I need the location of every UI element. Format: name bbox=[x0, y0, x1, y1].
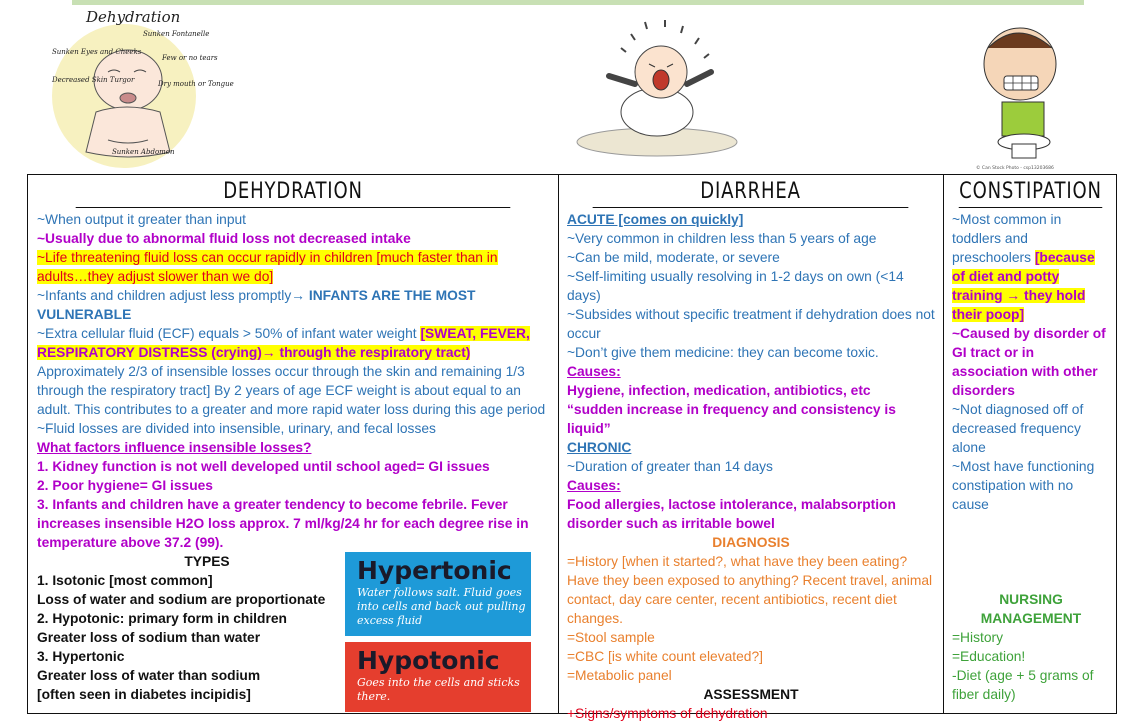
types-title: TYPES bbox=[184, 554, 230, 569]
dehydration-column bbox=[28, 175, 559, 713]
illus-label: Dry mouth or Tongue bbox=[158, 80, 234, 88]
text-span: ~Infants and children adjust less promptly bbox=[37, 288, 292, 303]
type-item: Greater loss of water than sodium bbox=[37, 668, 261, 683]
top-accent-bar bbox=[72, 0, 1084, 5]
acute-heading: ACUTE [comes on quickly] bbox=[567, 212, 744, 227]
type-item: Loss of water and sodium are proportionate bbox=[37, 592, 326, 607]
diarrhea-text: ~Subsides without specific treatment if dehydration does not occur bbox=[567, 307, 935, 341]
dehydration-text bbox=[37, 324, 550, 419]
hypotonic-card bbox=[345, 642, 531, 712]
constipation-illustration bbox=[968, 18, 1083, 172]
diarrhea-quote: “sudden increase in frequency and consistency is liquid” bbox=[567, 402, 896, 436]
spacer bbox=[952, 514, 1110, 590]
factor-item: 1. Kidney function is not well developed until school aged= GI issues bbox=[37, 459, 490, 474]
dehydration-text: ~Fluid losses are divided into insensible, urinary, and fecal losses bbox=[37, 421, 436, 436]
factor-item: 2. Poor hygiene= GI issues bbox=[37, 478, 213, 493]
dehydration-illustration bbox=[48, 2, 234, 168]
text-span: Approximately 2/3 of insensible losses occur through the skin and remaining 1/3 through the respiratory tract] By 2 years of age ECF weight is about equal to an adult. This contributes to a greater and more rapid water loss during this age period bbox=[37, 364, 546, 417]
illus-label: Few or no tears bbox=[162, 54, 218, 62]
illus-label: Decreased Skin Turgor bbox=[52, 76, 135, 84]
causes-heading: Causes: bbox=[567, 364, 621, 379]
dehydration-body bbox=[28, 208, 558, 702]
diagnosis-item: =Stool sample bbox=[567, 630, 655, 645]
nursing-item: -Diet (age + 5 grams of fiber daily) bbox=[952, 668, 1094, 702]
hypotonic-title: Hypotonic bbox=[357, 646, 500, 675]
straining-boy-drawing bbox=[968, 18, 1083, 172]
types-section bbox=[37, 552, 550, 702]
factor-item: 3. Infants and children have a greater tendency to become febrile. Fever increases insensible H2O loss approx. 7 ml/kg/24 hr for each degree rise in temperature above 37.2 (99). bbox=[37, 497, 529, 550]
dehydration-text: ~When output it greater than input bbox=[37, 212, 247, 227]
dehydration-baby-drawing bbox=[48, 2, 234, 168]
crying-baby-drawing bbox=[565, 14, 745, 164]
constipation-column bbox=[943, 175, 1118, 713]
constipation-text: ~Most have functioning constipation with no cause bbox=[952, 459, 1095, 512]
dehydration-text bbox=[37, 286, 550, 324]
highlighted-text: [SWEAT, FEVER, RESPIRATORY DISTRESS (crying)→ through the respiratory tract) bbox=[37, 326, 530, 360]
hypertonic-title: Hypertonic bbox=[357, 556, 512, 585]
type-item: [often seen in diabetes incipidis] bbox=[37, 687, 251, 702]
causes-heading: Causes: bbox=[567, 478, 621, 493]
type-item: 3. Hypertonic bbox=[37, 649, 125, 664]
highlighted-text: [because of diet and potty training → they hold their poop] bbox=[952, 250, 1095, 322]
nursing-item: =Education! bbox=[952, 649, 1026, 664]
diarrhea-text: ~Duration of greater than 14 days bbox=[567, 459, 773, 474]
constipation-text: ~Not diagnosed off of decreased frequency alone bbox=[952, 402, 1084, 455]
dehydration-text bbox=[37, 248, 550, 286]
nursing-management-heading: NURSING MANAGEMENT bbox=[980, 592, 1082, 626]
causes-text: Hygiene, infection, medication, antibiotics, etc bbox=[567, 383, 871, 398]
diagnosis-heading: DIAGNOSIS bbox=[712, 535, 790, 550]
image-credit: © Can Stock Photo - csp13203686 bbox=[976, 166, 1054, 171]
diagnosis-item: =History [when it started?, what have they been eating? Have they been exposed to anything? Recent travel, animal contact, day care center, recent antibiotics, recent diet changes. bbox=[567, 554, 933, 626]
summary-table bbox=[27, 174, 1117, 721]
dehydration-header: DEHYDRATION bbox=[76, 175, 511, 208]
diarrhea-column bbox=[558, 175, 944, 721]
constipation-text: ~Caused by disorder of GI tract or in association with other disorders bbox=[952, 326, 1106, 398]
illus-label: Sunken Fontanelle bbox=[143, 30, 210, 38]
diarrhea-illustration bbox=[565, 14, 745, 164]
constipation-text bbox=[952, 210, 1110, 324]
dehydration-text: ~Usually due to abnormal fluid loss not decreased intake bbox=[37, 231, 411, 246]
hypertonic-description: Water follows salt. Fluid goes into cells and back out pulling excess fluid bbox=[357, 586, 526, 627]
chronic-heading: CHRONIC bbox=[567, 440, 632, 455]
diagnosis-item: =CBC [is white count elevated?] bbox=[567, 649, 763, 664]
type-item: 1. Isotonic [most common] bbox=[37, 573, 213, 588]
illus-label: Sunken Abdomen bbox=[112, 148, 175, 156]
types-list bbox=[37, 552, 337, 704]
assessment-heading: ASSESSMENT bbox=[703, 687, 799, 702]
hypertonic-card bbox=[345, 552, 531, 636]
dehydration-illustration-title: Dehydration bbox=[86, 8, 181, 26]
text-span: → INFANTS ARE THE MOST VULNERABLE bbox=[37, 288, 476, 322]
illus-label: Sunken Eyes and Cheeks bbox=[52, 48, 142, 56]
diagnosis-item: =Metabolic panel bbox=[567, 668, 672, 683]
text-span: ~Most common in toddlers and preschoolers bbox=[952, 212, 1062, 265]
constipation-body bbox=[943, 208, 1118, 704]
constipation-header: CONSTIPATION bbox=[959, 175, 1103, 208]
assessment-item: +Signs/symptoms of dehydration bbox=[567, 706, 768, 721]
highlighted-text: ~Life threatening fluid loss can occur rapidly in children [much faster than in adults…they adjust slower than we do] bbox=[37, 250, 498, 284]
type-item: 2. Hypotonic: primary form in children bbox=[37, 611, 287, 626]
diarrhea-text: ~Very common in children less than 5 years of age bbox=[567, 231, 877, 246]
diarrhea-body bbox=[558, 208, 943, 723]
type-item: Greater loss of sodium than water bbox=[37, 630, 261, 645]
diarrhea-text: ~Can be mild, moderate, or severe bbox=[567, 250, 780, 265]
diarrhea-text: ~Don’t give them medicine: they can become toxic. bbox=[567, 345, 879, 360]
diarrhea-header: DIARRHEA bbox=[593, 175, 909, 208]
diarrhea-text: ~Self-limiting usually resolving in 1-2 days on own (<14 days) bbox=[567, 269, 904, 303]
text-span: ~Extra cellular fluid (ECF) equals > 50% of infant water weight bbox=[37, 326, 421, 341]
factors-question: What factors influence insensible losses? bbox=[37, 440, 312, 455]
nursing-item: =History bbox=[952, 630, 1003, 645]
hypotonic-description: Goes into the cells and sticks there. bbox=[357, 676, 520, 703]
causes-text: Food allergies, lactose intolerance, malabsorption disorder such as irritable bowel bbox=[567, 497, 896, 531]
